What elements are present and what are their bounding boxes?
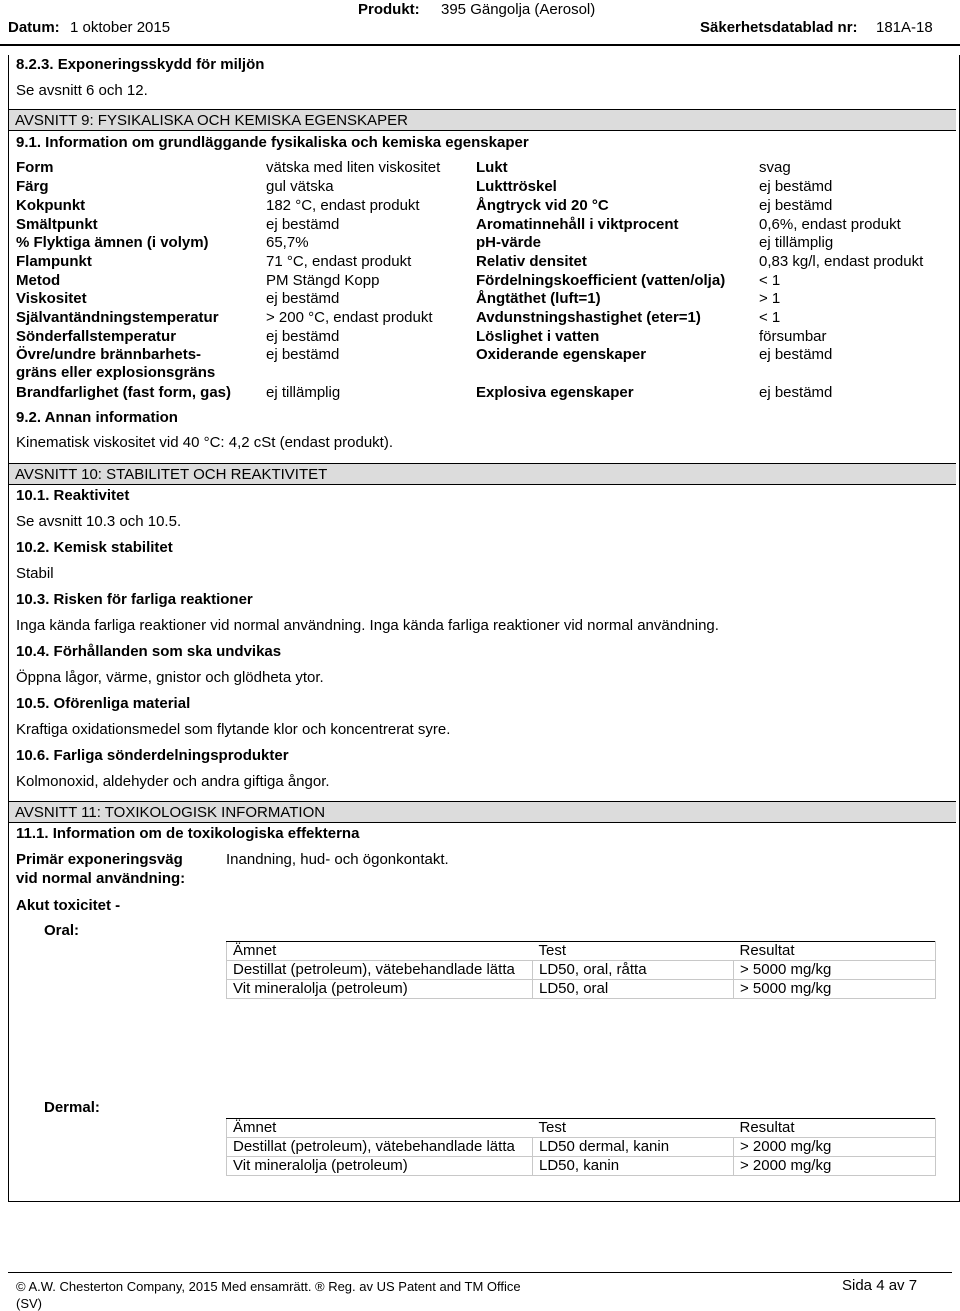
col-test: Test bbox=[533, 942, 734, 961]
property-value: > 200 °C, endast produkt bbox=[266, 309, 433, 326]
property-value: ej bestämd bbox=[759, 197, 833, 214]
footer-page-number: Sida 4 av 7 bbox=[842, 1277, 918, 1294]
s9-sub2-text: Kinematisk viskositet vid 40 °C: 4,2 cSt (endast produkt). bbox=[16, 434, 393, 451]
property-label: Övre/undre brännbarhets- bbox=[16, 346, 202, 363]
date-label: Datum: bbox=[8, 19, 60, 36]
col-substance: Ämnet bbox=[227, 1119, 533, 1138]
section-10-title: AVSNITT 10: STABILITET OCH REAKTIVITET bbox=[15, 466, 328, 483]
cell-test: LD50, oral, råtta bbox=[533, 961, 734, 980]
primary-exposure-label-2: vid normal användning: bbox=[16, 870, 186, 887]
dermal-label: Dermal: bbox=[44, 1099, 100, 1116]
cell-result: > 5000 mg/kg bbox=[734, 980, 936, 999]
col-result: Resultat bbox=[734, 1119, 936, 1138]
subsection-heading: 10.3. Risken för farliga reaktioner bbox=[16, 591, 253, 608]
cell-result: > 5000 mg/kg bbox=[734, 961, 936, 980]
property-label: Lukt bbox=[476, 159, 508, 176]
sds-label: Säkerhetsdatablad nr: bbox=[700, 19, 858, 36]
primary-exposure-value: Inandning, hud- och ögonkontakt. bbox=[226, 851, 449, 868]
property-value: 0,6%, endast produkt bbox=[759, 216, 901, 233]
property-value: ej tillämplig bbox=[759, 234, 834, 251]
property-label: Brandfarlighet (fast form, gas) bbox=[16, 384, 232, 401]
property-value: 71 °C, endast produkt bbox=[266, 253, 412, 270]
property-label: Flampunkt bbox=[16, 253, 92, 270]
property-label-continued: gräns eller explosionsgräns bbox=[16, 364, 216, 381]
cell-result: > 2000 mg/kg bbox=[734, 1138, 936, 1157]
property-value: ej bestämd bbox=[759, 384, 833, 401]
acute-toxicity-label: Akut toxicitet - bbox=[16, 897, 121, 914]
property-label: Metod bbox=[16, 272, 61, 289]
subsection-text: Stabil bbox=[16, 565, 54, 582]
sds-value: 181A-18 bbox=[876, 19, 933, 36]
property-value: ej bestämd bbox=[759, 346, 833, 363]
dermal-table-header bbox=[227, 1119, 936, 1138]
s9-sub1: 9.1. Information om grundläggande fysikaliska och kemiska egenskaper bbox=[16, 134, 529, 151]
property-label: Fördelningskoefficient (vatten/olja) bbox=[476, 272, 726, 289]
page-header bbox=[0, 0, 960, 44]
oral-table-header bbox=[227, 942, 936, 961]
footer-rule bbox=[8, 1272, 952, 1273]
property-value: ej bestämd bbox=[266, 346, 340, 363]
subsection-text: Kraftiga oxidationsmedel som flytande klor och koncentrerat syre. bbox=[16, 721, 451, 738]
col-substance: Ämnet bbox=[227, 942, 533, 961]
section-9-title: AVSNITT 9: FYSIKALISKA OCH KEMISKA EGENSKAPER bbox=[15, 112, 408, 129]
property-value: ej bestämd bbox=[759, 178, 833, 195]
property-label: Färg bbox=[16, 178, 49, 195]
subsection-heading: 10.4. Förhållanden som ska undvikas bbox=[16, 643, 282, 660]
property-label: Självantändningstemperatur bbox=[16, 309, 219, 326]
property-value: svag bbox=[759, 159, 791, 176]
property-value: 65,7% bbox=[266, 234, 309, 251]
subsection-text: Öppna lågor, värme, gnistor och glödheta ytor. bbox=[16, 669, 324, 686]
s11-sub1: 11.1. Information om de toxikologiska effekterna bbox=[16, 825, 360, 842]
property-value: < 1 bbox=[759, 309, 781, 326]
property-value: > 1 bbox=[759, 290, 781, 307]
table-row bbox=[227, 1138, 936, 1157]
property-value: 0,83 kg/l, endast produkt bbox=[759, 253, 924, 270]
footer-copyright: © A.W. Chesterton Company, 2015 Med ensamrätt. bbox=[16, 1279, 312, 1294]
property-value: försumbar bbox=[759, 328, 827, 345]
s8-text: Se avsnitt 6 och 12. bbox=[16, 82, 148, 99]
header-rule bbox=[0, 44, 960, 46]
cell-test: LD50, oral bbox=[533, 980, 734, 999]
property-value: ej tillämplig bbox=[266, 384, 341, 401]
oral-label: Oral: bbox=[44, 922, 80, 939]
property-label: Kokpunkt bbox=[16, 197, 86, 214]
property-label: Oxiderande egenskaper bbox=[476, 346, 647, 363]
subsection-text: Inga kända farliga reaktioner vid normal användning. Inga kända farliga reaktioner vid normal användning. bbox=[16, 617, 719, 634]
product-value: 395 Gängolja (Aerosol) bbox=[441, 1, 596, 18]
property-label: Ångtäthet (luft=1) bbox=[476, 290, 601, 307]
cell-substance: Vit mineralolja (petroleum) bbox=[227, 980, 533, 999]
section-11-header bbox=[9, 801, 956, 823]
property-label: % Flyktiga ämnen (i volym) bbox=[16, 234, 209, 251]
property-value: gul vätska bbox=[266, 178, 334, 195]
property-value: 182 °C, endast produkt bbox=[266, 197, 420, 214]
property-value: ej bestämd bbox=[266, 328, 340, 345]
property-label: Löslighet i vatten bbox=[476, 328, 600, 345]
footer-language: (SV) bbox=[16, 1296, 42, 1311]
property-label: Form bbox=[16, 159, 54, 176]
s9-sub2: 9.2. Annan information bbox=[16, 409, 178, 426]
subsection-heading: 10.5. Oförenliga material bbox=[16, 695, 191, 712]
subsection-heading: 10.2. Kemisk stabilitet bbox=[16, 539, 173, 556]
property-value: PM Stängd Kopp bbox=[266, 272, 380, 289]
cell-result: > 2000 mg/kg bbox=[734, 1157, 936, 1176]
property-label: Avdunstningshastighet (eter=1) bbox=[476, 309, 701, 326]
table-row bbox=[227, 980, 936, 999]
property-value: ej bestämd bbox=[266, 290, 340, 307]
section-10-header bbox=[9, 463, 956, 485]
date-value: 1 oktober 2015 bbox=[70, 19, 171, 36]
subsection-heading: 10.6. Farliga sönderdelningsprodukter bbox=[16, 747, 289, 764]
s8-heading: 8.2.3. Exponeringsskydd för miljön bbox=[16, 56, 265, 73]
property-value: < 1 bbox=[759, 272, 781, 289]
property-label: Relativ densitet bbox=[476, 253, 587, 270]
property-label: Ångtryck vid 20 °C bbox=[476, 197, 609, 214]
cell-substance: Destillat (petroleum), vätebehandlade lätta bbox=[227, 961, 533, 980]
property-value: vätska med liten viskositet bbox=[266, 159, 441, 176]
subsection-text: Se avsnitt 10.3 och 10.5. bbox=[16, 513, 182, 530]
property-label: Lukttröskel bbox=[476, 178, 557, 195]
table-row bbox=[227, 961, 936, 980]
subsection-heading: 10.1. Reaktivitet bbox=[16, 487, 130, 504]
dermal-toxicity-table bbox=[226, 1118, 936, 1176]
section-11-title: AVSNITT 11: TOXIKOLOGISK INFORMATION bbox=[15, 804, 326, 821]
property-label: Aromatinnehåll i viktprocent bbox=[476, 216, 679, 233]
col-result: Resultat bbox=[734, 942, 936, 961]
col-test: Test bbox=[533, 1119, 734, 1138]
primary-exposure-label-1: Primär exponeringsväg bbox=[16, 851, 183, 868]
property-value: ej bestämd bbox=[266, 216, 340, 233]
cell-test: LD50, kanin bbox=[533, 1157, 734, 1176]
property-label: pH-värde bbox=[476, 234, 542, 251]
property-label: Viskositet bbox=[16, 290, 87, 307]
cell-substance: Vit mineralolja (petroleum) bbox=[227, 1157, 533, 1176]
property-label: Sönderfallstemperatur bbox=[16, 328, 177, 345]
subsection-text: Kolmonoxid, aldehyder och andra giftiga ångor. bbox=[16, 773, 330, 790]
section-9-header bbox=[9, 109, 956, 131]
oral-toxicity-table bbox=[226, 941, 936, 999]
table-row bbox=[227, 1157, 936, 1176]
cell-substance: Destillat (petroleum), vätebehandlade lätta bbox=[227, 1138, 533, 1157]
property-label: Smältpunkt bbox=[16, 216, 98, 233]
footer-registration: ® Reg. av US Patent and TM Office bbox=[315, 1279, 521, 1294]
cell-test: LD50 dermal, kanin bbox=[533, 1138, 734, 1157]
property-label: Explosiva egenskaper bbox=[476, 384, 634, 401]
product-label: Produkt: bbox=[358, 1, 420, 18]
